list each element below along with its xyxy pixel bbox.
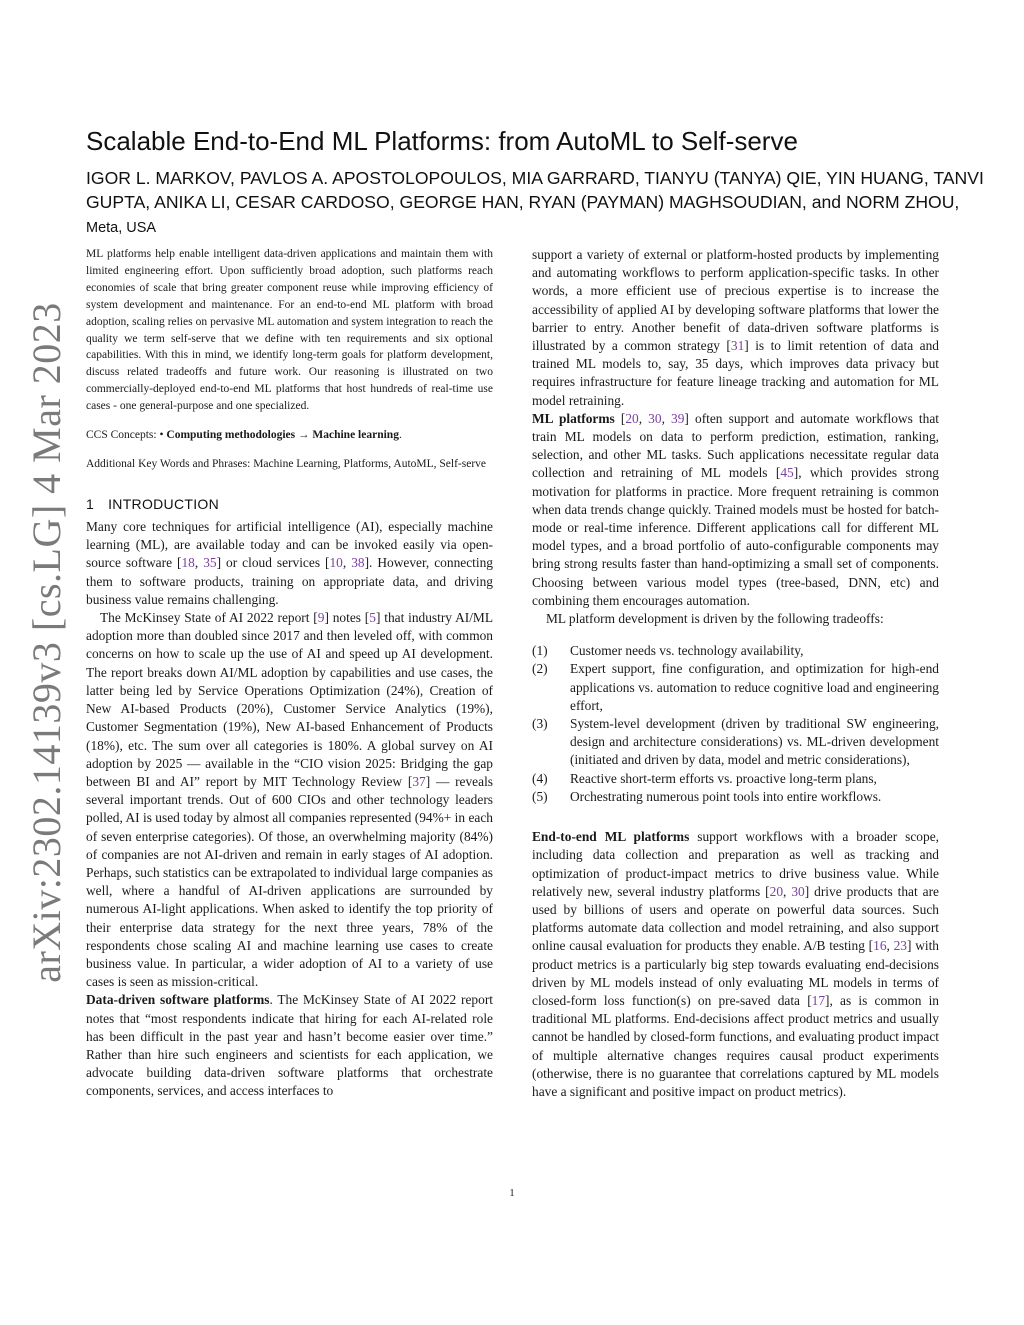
text-run: ], as is common in traditional ML platforms. End-decisions affect product metrics and usually cannot be handled by closed-form functions, and evaluating product impact of multiple alternative changes requires causal product experiments (otherwise, there is no guarantee that correlations captured by ML models have a significant and positive impact on product metrics). bbox=[532, 992, 939, 1099]
text-run: ] with product metrics is a particularly big step towards evaluating end-decisions driven by ML models instead of only evaluating ML models in terms of closed-form loss function(s) on pre-saved data [ bbox=[532, 938, 939, 1008]
text-run: , bbox=[661, 410, 672, 426]
intro-paragraph-3 bbox=[86, 991, 493, 1100]
keywords: Additional Key Words and Phrases: Machine Learning, Platforms, AutoML, Self-serve bbox=[86, 457, 487, 470]
author-list bbox=[86, 166, 996, 240]
paragraph-lead: Data-driven software platforms bbox=[86, 992, 270, 1008]
text-run: support a variety of external or platform-hosted products by implementing and automating workflows to perform application-specific tasks. In other words, a more efficient use of precious expertise is to increase the accessibility of applied AI by developing software platforms that lower the barrier to entry. Another benefit of data-driven software platforms is illustrated by a common strategy [ bbox=[532, 247, 939, 354]
text-run: , bbox=[886, 938, 894, 954]
text-run: The McKinsey State of AI 2022 report [ bbox=[100, 610, 318, 626]
introduction-section bbox=[86, 496, 493, 1101]
section-number: 1 bbox=[86, 496, 95, 513]
arxiv-side-stamp bbox=[18, 301, 74, 983]
citation-link[interactable]: 38 bbox=[351, 555, 365, 571]
citation-link[interactable]: 10 bbox=[329, 555, 343, 571]
citation-link[interactable]: 9 bbox=[317, 610, 325, 626]
list-index: (4) bbox=[532, 770, 548, 786]
left-column bbox=[86, 246, 493, 1101]
right-paragraph-1 bbox=[532, 246, 939, 410]
end-to-end-paragraph bbox=[532, 828, 939, 1101]
citation-link[interactable]: 20 bbox=[625, 410, 639, 426]
intro-paragraph-1 bbox=[86, 518, 493, 609]
list-item bbox=[532, 788, 939, 806]
list-item bbox=[532, 770, 939, 788]
list-text: Customer needs vs. technology availability, bbox=[570, 643, 804, 659]
citation-link[interactable]: 20 bbox=[769, 883, 784, 899]
paper-title: Scalable End-to-End ML Platforms: from AutoML to Self-serve bbox=[86, 126, 798, 156]
citation-link[interactable]: 45 bbox=[780, 465, 794, 481]
list-item bbox=[532, 660, 939, 715]
citation-link[interactable]: 16 bbox=[873, 938, 887, 954]
text-run: ] — reveals several important trends. Out of 600 CIOs and other technology leaders polled, AI is used today by almost all companies represented (94%+ in each of seven enterprise categories). Of those, an overwhelming majority (84%) of companies are not AI-driven and remain in early stages of AI adoption. Perhaps, such statistics can be extrapolated to individual large companies as well, where a handful of AI-driven applications are surrounded by numerous AI-light applications. When asked to identify the top priority of their enterprise data strategy for the next three years, 78% of the respondents chose scaling AI and machine learning use cases to create business value. In particular, a wider adoption of AI to a variety of use cases is seen as mission-critical. bbox=[86, 773, 494, 990]
ccs-prefix: CCS Concepts: • bbox=[86, 429, 164, 442]
ccs-suffix: . bbox=[398, 429, 402, 442]
citation-link[interactable]: 37 bbox=[412, 773, 426, 789]
author-affiliation: Meta, USA bbox=[86, 220, 157, 236]
list-index: (3) bbox=[532, 716, 548, 732]
citation-link[interactable]: 5 bbox=[369, 610, 376, 626]
text-run: ] drive products that are used by billions of users and operate on powerful data sources. Such platforms automate data collection and model retraining, and also support online causal evaluation for products they enable. A/B testing [ bbox=[532, 883, 939, 954]
arxiv-identifier: arXiv:2302.14139v3 [cs.LG] 4 Mar 2023 bbox=[23, 301, 69, 983]
abstract-text: ML platforms help enable intelligent data-driven applications and maintain them with limited engineering effort. Upon sufficiently broad adoption, such platforms reach economies of scale that bring greater component reuse while improving efficiency of system development and maintenance. For an end-to-end ML platform with broad adoption, scaling relies on pervasive ML automation and system integration to reach the quality we term self-serve that we define with ten requirements and six optional capabilities. With this in mind, we identify long-term goals for platform development, discuss related tradeoffs and future work. Our reasoning is illustrated on two commercially-deployed end-to-end ML platforms that host hundreds of real-time use cases - one general-purpose and one specialized. bbox=[86, 248, 493, 413]
text-run: Many core techniques for artificial intelligence (AI), especially machine learning (ML), are available today and can be invoked easily via open-source software [ bbox=[86, 519, 493, 571]
tradeoffs-list bbox=[532, 642, 939, 806]
right-column bbox=[532, 246, 939, 1101]
text-run: , bbox=[638, 410, 649, 426]
text-run: ] often support and automate workflows that train ML models on data to perform prediction, estimation, ranking, selection, and other ML tasks. Such applications necessitate regular data collection and retraining of ML models [ bbox=[532, 410, 940, 481]
text-run: ] that industry AI/ML adoption more than doubled since 2017 and then leveled off, with common concerns on how to scale up the use of AI and speed up AI development. The report breaks down AI/ML adoption by capabilities and use cases, the latter being led by Service Operations Optimization (24%), Creation of New AI-based Products (20%), Customer Service Analytics (19%), Customer Segmentation (19%), New AI-based Enhancement of Products (18%), etc. The sum over all categories is 180%. A global survey on AI adoption by 2025 — available in the “CIO vision 2025: Bridging the gap between BI and AI” report by MIT Technology Review [ bbox=[86, 610, 494, 789]
text-run: ]. However, connecting them to software products, training on appropriate data, and driving business value remains challenging. bbox=[86, 555, 493, 607]
citation-link[interactable]: 35 bbox=[203, 555, 217, 571]
section-heading bbox=[86, 496, 493, 512]
abstract bbox=[86, 246, 493, 415]
paragraph-lead: End-to-end ML platforms bbox=[532, 829, 690, 845]
list-text: Expert support, fine configuration, and optimization for high-end applications vs. automation to reduce cognitive load and engineering effort, bbox=[570, 661, 939, 713]
intro-paragraph-2 bbox=[86, 609, 493, 991]
citation-link[interactable]: 31 bbox=[730, 338, 745, 354]
text-run: ] notes [ bbox=[324, 610, 370, 626]
list-index: (2) bbox=[532, 661, 548, 677]
text-run: . The McKinsey State of AI 2022 report notes that “most respondents indicate that hiring for each AI-related role has been difficult in the past year and hasn’t become easier over time.” Rather than hire such engineers and scientists for each application, we advocate building data-driven software platforms that orchestrate components, services, and access interfaces to bbox=[86, 992, 493, 1099]
text-run: [ bbox=[614, 410, 626, 426]
paragraph-lead: ML platforms bbox=[532, 410, 615, 426]
list-text: Reactive short-term efforts vs. proactive long-term plans, bbox=[570, 770, 877, 786]
citation-link[interactable]: 30 bbox=[648, 410, 662, 426]
citation-link[interactable]: 18 bbox=[181, 555, 195, 571]
citation-link[interactable]: 39 bbox=[671, 410, 685, 426]
ccs-concepts bbox=[86, 427, 493, 444]
text-run: , bbox=[342, 555, 352, 571]
list-item bbox=[532, 642, 939, 660]
list-text: Orchestrating numerous point tools into entire workflows. bbox=[570, 788, 882, 804]
text-run: , bbox=[783, 883, 792, 899]
list-index: (1) bbox=[532, 643, 548, 659]
text-run: ] is to limit retention of data and trained ML models to, say, 35 days, which improves data privacy but requires infrastructure for feature lineage tracking and automation for ML model retraining. bbox=[532, 338, 939, 408]
list-item bbox=[532, 715, 939, 770]
citation-link[interactable]: 23 bbox=[893, 938, 907, 954]
author-names: IGOR L. MARKOV, PAVLOS A. APOSTOLOPOULOS, MIA GARRARD, TIANYU (TANYA) QIE, YIN HUANG, TANVI GUPTA, ANIKA LI, CESAR CARDOSO, GEORGE HAN, RYAN (PAYMAN) MAGHSOUDIAN, and NORM ZHOU, bbox=[86, 168, 984, 212]
text-run: support workflows with a broader scope, including data collection and preparation as well as tracking and optimization of product-impact metrics to drive business value. While relatively new, several industry platforms [ bbox=[532, 829, 939, 899]
citation-link[interactable]: 30 bbox=[791, 883, 805, 899]
ccs-concept: Computing methodologies → Machine learning bbox=[166, 429, 399, 442]
page-number: 1 bbox=[509, 1187, 515, 1199]
text-run: , bbox=[194, 555, 204, 571]
citation-link[interactable]: 17 bbox=[811, 992, 826, 1008]
list-text: System-level development (driven by traditional SW engineering, design and architecture considerations) vs. ML-driven development (initiated and driven by data, model and metric considerations), bbox=[570, 716, 939, 768]
section-title: INTRODUCTION bbox=[108, 496, 220, 513]
text-run: ], which provides strong motivation for platforms in practice. More frequent retraining is common when data trends change quickly. Trained models must be hosted for batch-mode or real-time inference. Different applications call for different ML model types, and a broad portfolio of auto-configurable components may bring strong results faster than hand-optimizing a small set of components. Choosing between various model types (tree-based, DNN, etc) and combining them encourages automation. bbox=[532, 465, 939, 608]
text-run: ] or cloud services [ bbox=[216, 555, 330, 571]
ml-platforms-paragraph bbox=[532, 410, 939, 610]
tradeoffs-intro: ML platform development is driven by the following tradeoffs: bbox=[546, 611, 884, 627]
list-index: (5) bbox=[532, 788, 548, 804]
